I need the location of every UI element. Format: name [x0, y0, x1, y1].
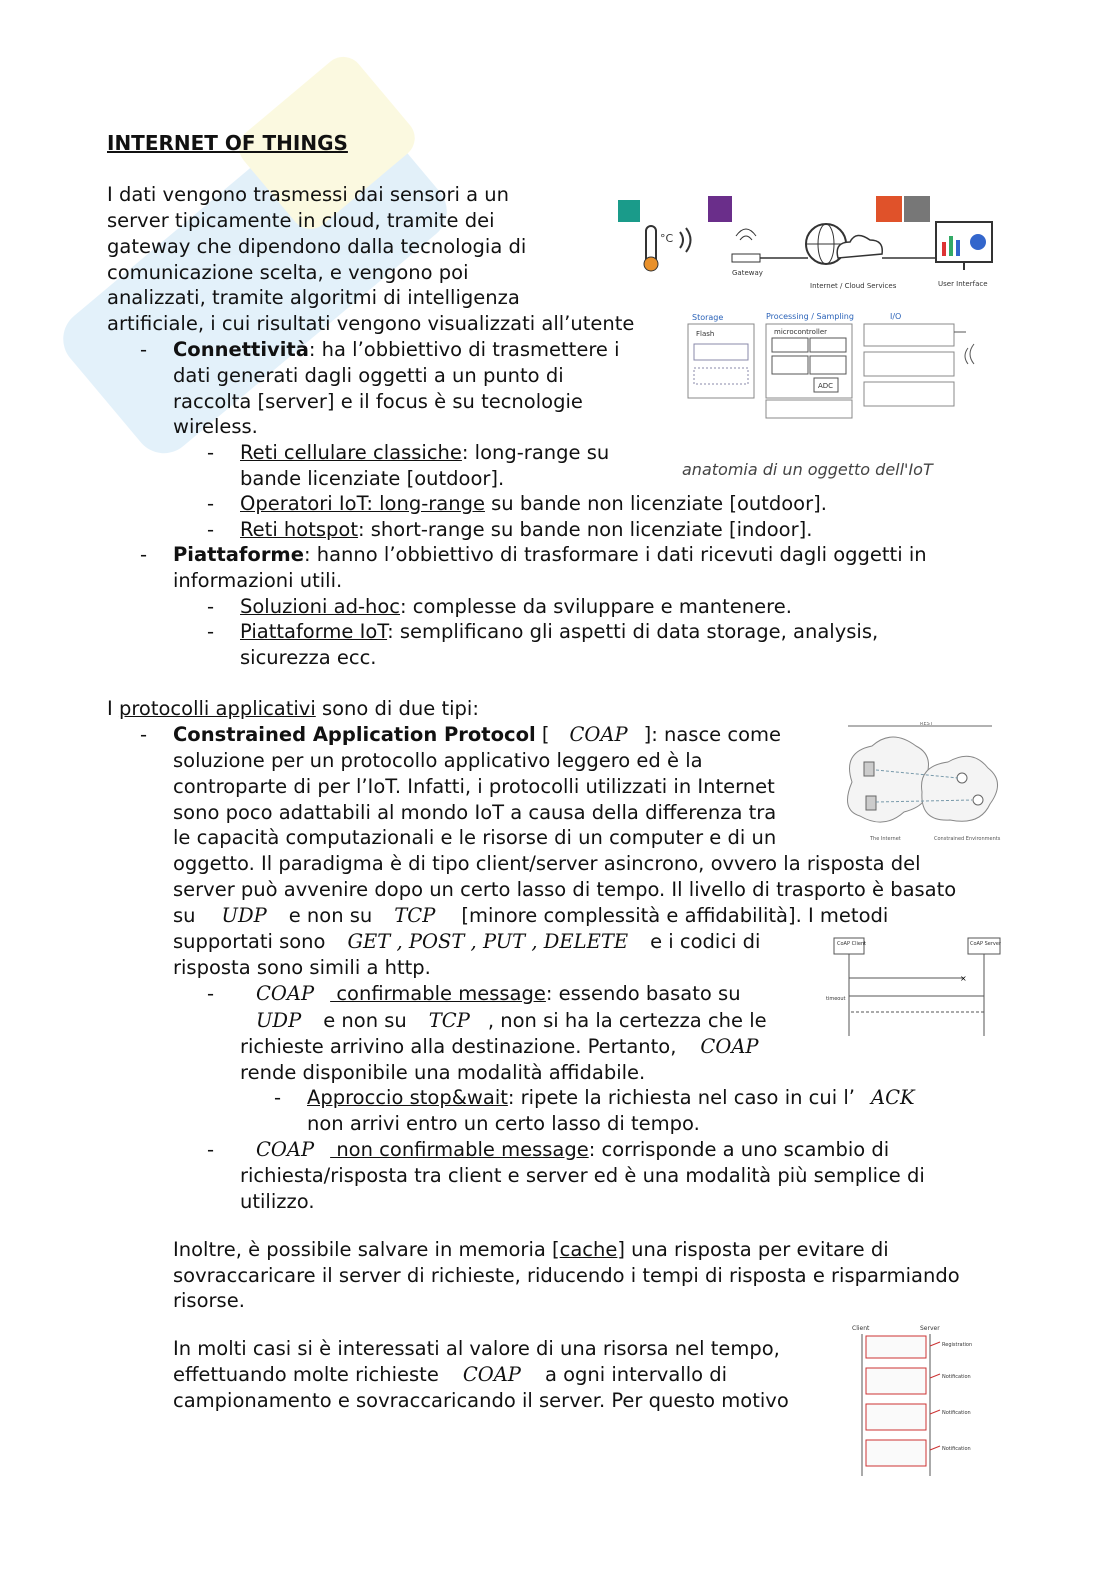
list-item: Operatori IoT: long-range su bande non licenziate [outdoor].: [240, 492, 827, 515]
svg-text:Flash: Flash: [696, 330, 715, 338]
rest-constrained-figure: [842, 722, 1004, 844]
figure-caption: anatomia di un oggetto dell'IoT: [682, 460, 933, 479]
svg-text:ADC: ADC: [818, 382, 834, 390]
paragraph-line: campionamento e sovraccaricando il server. Per questo motivo: [173, 1389, 789, 1412]
list-item-text: controparte di per l’IoT. Infatti, i protocolli utilizzati in Internet: [173, 775, 775, 798]
svg-text:timeout: timeout: [826, 996, 846, 1002]
svg-text:REST: REST: [920, 722, 933, 727]
intro-line: server tipicamente in cloud, tramite dei: [107, 209, 495, 232]
list-item-text: utilizzo.: [240, 1190, 315, 1213]
bullet-dash: -: [207, 492, 215, 515]
list-item-text: UDP e non su TCP , non si ha la certezza che le: [256, 1009, 767, 1032]
list-item: Constrained Application Protocol [ COAP ]: nasce come: [173, 723, 782, 746]
list-item-text: dati generati dagli oggetti a un punto di: [173, 364, 564, 387]
list-item: COAP non confirmable message: corrisponde a uno scambio di: [256, 1138, 890, 1161]
intro-line: comunicazione scelta, e vengono poi: [107, 261, 469, 284]
bullet-dash: -: [140, 543, 148, 566]
bullet-dash: -: [207, 1138, 215, 1161]
list-item-text: su UDP e non su TCP [minore complessità e affidabilità]. I metodi: [173, 904, 889, 927]
svg-text:Constrained Environments: Constrained Environments: [934, 836, 1001, 842]
svg-text:CoAP Client: CoAP Client: [837, 941, 867, 947]
list-item: Connettività: ha l’obbiettivo di trasmettere i: [173, 338, 620, 361]
svg-text:User Interface: User Interface: [938, 280, 988, 288]
intro-line: I dati vengono trasmessi dai sensori a un: [107, 183, 509, 206]
svg-text:Storage: Storage: [692, 313, 724, 322]
list-item: Piattaforme: hanno l’obbiettivo di trasformare i dati ricevuti dagli oggetti in: [173, 543, 927, 566]
list-item-text: sono poco adattabili al mondo IoT a causa della differenza tra: [173, 801, 777, 824]
list-item: Approccio stop&wait: ripete la richiesta nel caso in cui l’ ACK: [307, 1086, 915, 1109]
svg-text:Client: Client: [852, 1325, 870, 1332]
term: Connettività: [173, 338, 309, 361]
bullet-dash: -: [274, 1086, 282, 1109]
list-item-text: soluzione per un protocollo applicativo leggero ed è la: [173, 749, 703, 772]
svg-text:Notification: Notification: [942, 1446, 971, 1452]
bullet-dash: -: [207, 441, 215, 464]
intro-line: gateway che dipendono dalla tecnologia di: [107, 235, 527, 258]
bullet-dash: -: [207, 982, 215, 1005]
iot-architecture-figure: [612, 192, 1012, 292]
svg-text:Gateway: Gateway: [732, 269, 763, 277]
svg-text:Internet / Cloud Services: Internet / Cloud Services: [810, 282, 897, 290]
svg-text:CoAP Server: CoAP Server: [970, 941, 1001, 947]
coap-sequence-figure: [824, 936, 1006, 1040]
intro-line: artificiale, i cui risultati vengono visualizzati all’utente: [107, 312, 635, 335]
bullet-dash: -: [140, 723, 148, 746]
bullet-dash: -: [207, 595, 215, 618]
list-item-text: non arrivi entro un certo lasso di tempo.: [307, 1112, 700, 1135]
list-item-text: richiesta/risposta tra client e server ed è una modalità più semplice di: [240, 1164, 925, 1187]
bullet-dash: -: [140, 338, 148, 361]
svg-text:I/O: I/O: [890, 312, 902, 321]
svg-text:Registration: Registration: [942, 1342, 973, 1348]
list-item: Soluzioni ad-hoc: complesse da sviluppare e mantenere.: [240, 595, 792, 618]
list-item-text: informazioni utili.: [173, 569, 343, 592]
list-item-text: supportati sono GET , POST , PUT , DELETE e i codici di: [173, 930, 761, 953]
list-item-text: bande licenziate [outdoor].: [240, 467, 505, 490]
svg-text:Server: Server: [920, 1325, 940, 1332]
svg-text:°C: °C: [660, 232, 674, 245]
svg-text:microcontroller: microcontroller: [774, 328, 828, 336]
list-item: Reti cellulare classiche: long-range su: [240, 441, 610, 464]
iot-object-anatomy-figure: [684, 312, 1004, 422]
section-intro: I protocolli applicativi sono di due tipi:: [107, 697, 479, 720]
bullet-dash: -: [207, 620, 215, 643]
list-item-text: sicurezza ecc.: [240, 646, 377, 669]
list-item-text: oggetto. Il paradigma è di tipo client/server asincrono, ovvero la risposta del: [173, 852, 921, 875]
paragraph-line: sovraccaricare il server di richieste, riducendo i tempi di risposta e risparmiando: [173, 1264, 960, 1287]
list-item-text: wireless.: [173, 415, 258, 438]
list-item-text: le capacità computazionali e le risorse di un computer e di un: [173, 826, 777, 849]
svg-text:Notification: Notification: [942, 1374, 971, 1380]
paragraph-line: In molti casi si è interessati al valore di una risorsa nel tempo,: [173, 1337, 780, 1360]
list-item-text: raccolta [server] e il focus è su tecnologie: [173, 390, 583, 413]
intro-line: analizzati, tramite algoritmi di intelligenza: [107, 286, 520, 309]
paragraph-line: Inoltre, è possibile salvare in memoria [cache] una risposta per evitare di: [173, 1238, 889, 1261]
list-item: COAP confirmable message: essendo basato su: [256, 982, 741, 1005]
svg-text:Notification: Notification: [942, 1410, 971, 1416]
paragraph-line: risorse.: [173, 1289, 245, 1312]
list-item: Piattaforme IoT: semplificano gli aspetti di data storage, analysis,: [240, 620, 879, 643]
list-item-text: rende disponibile una modalità affidabile.: [240, 1061, 646, 1084]
list-item: Reti hotspot: short-range su bande non licenziate [indoor].: [240, 518, 813, 541]
page-title: INTERNET OF THINGS: [107, 131, 348, 155]
coap-observe-figure: [848, 1322, 1004, 1480]
list-item-text: richieste arrivino alla destinazione. Pertanto, COAP: [240, 1035, 759, 1058]
bullet-dash: -: [207, 518, 215, 541]
svg-text:×: ×: [960, 974, 967, 983]
svg-text:The Internet: The Internet: [870, 836, 901, 842]
list-item-text: server può avvenire dopo un certo lasso di tempo. Il livello di trasporto è basato: [173, 878, 957, 901]
paragraph-line: effettuando molte richieste COAP a ogni intervallo di: [173, 1363, 728, 1386]
list-item-text: risposta sono simili a http.: [173, 956, 431, 979]
svg-text:Processing / Sampling: Processing / Sampling: [766, 312, 854, 321]
